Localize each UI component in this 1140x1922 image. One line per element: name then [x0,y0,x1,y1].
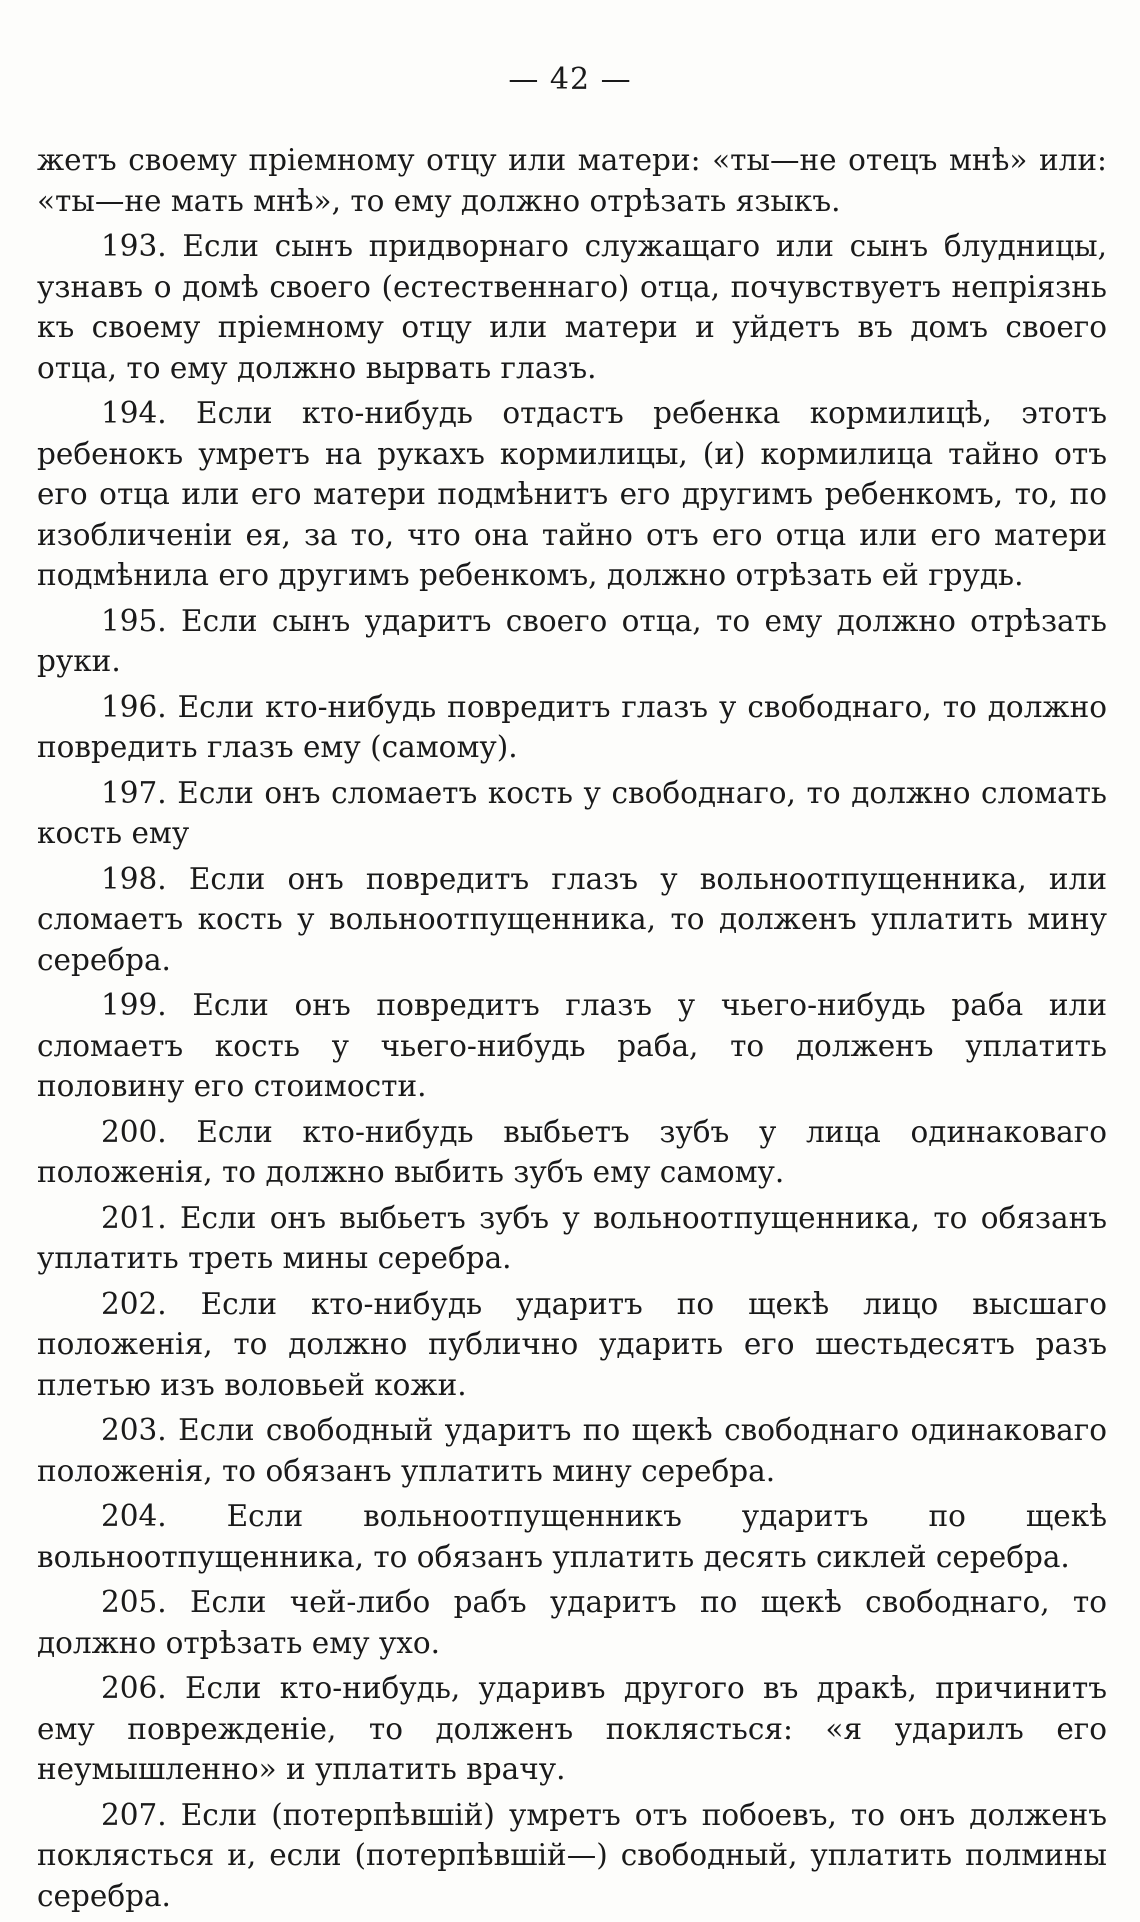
article-195: 195. Если сынъ ударитъ своего отца, то ему должно отрѣзать руки. [37,603,1107,678]
article-205: 205. Если чей-либо рабъ ударитъ по щекѣ свободнаго, то должно отрѣзать ему ухо. [37,1585,1107,1660]
article-204: 204. Если вольноотпущенникъ ударитъ по щекѣ вольноотпущенника, то обязанъ уплатить десять сиклей серебра. [37,1499,1107,1574]
article-196: 196. Если кто-нибудь повредитъ глазъ у свободнаго, то должно повредить глазъ ему (самому). [37,689,1107,764]
article-194: 194. Если кто-нибудь отдастъ ребенка кормилицѣ, этотъ ребенокъ умретъ на рукахъ кормилицы, (и) кормилица тайно отъ его отца или его матери подмѣнитъ его другимъ ребенкомъ, то, по изобличеніи ея, за то, что она тайно отъ его отца или его матери подмѣнила его другимъ ребенкомъ, должно отрѣзать ей грудь. [37,396,1107,592]
article-202: 202. Если кто-нибудь ударитъ по щекѣ лицо высшаго положенія, то должно публично ударить его шестьдесятъ разъ плетью изъ воловьей кожи. [37,1286,1107,1402]
article-197: 197. Если онъ сломаетъ кость у свободнаго, то должно сломать кость ему [37,775,1107,850]
article-199: 199. Если онъ повредитъ глазъ у чьего-нибудь раба или сломаетъ кость у чьего-нибудь раба, то долженъ уплатить половину его стоимости. [37,988,1107,1103]
article-203: 203. Если свободный ударитъ по щекѣ свободнаго одинаковаго положенія, то обязанъ уплатить мину серебра. [37,1413,1107,1488]
article-201: 201. Если онъ выбьетъ зубъ у вольноотпущенника, то обязанъ уплатить треть мины серебра. [37,1200,1107,1275]
article-206: 206. Если кто-нибудь, ударивъ другого въ дракѣ, причинитъ ему поврежденіе, то долженъ поклясться: «я ударилъ его неумышленно» и уплатить врачу. [37,1671,1107,1786]
article-198: 198. Если онъ повредитъ глазъ у вольноотпущенника, или сломаетъ кость у вольноотпущенника, то долженъ уплатить мину серебра. [37,861,1107,977]
article-193: 193. Если сынъ придворнаго служащаго или сынъ блудницы, узнавъ о домѣ своего (естественнаго) отца, почувствуетъ непріязнь къ своему пріемному отцу или матери и уйдетъ въ домъ своего отца, то ему должно вырвать глазъ. [37,229,1107,385]
article-200: 200. Если кто-нибудь выбьетъ зубъ у лица одинаковаго положенія, то должно выбить зубъ ему самому. [37,1114,1107,1189]
article-207: 207. Если (потерпѣвшій) умретъ отъ побоевъ, то онъ долженъ поклясться и, если (потерпѣвшій—) свободный, уплатить полмины серебра. [37,1797,1107,1913]
page-number: — 42 — [508,62,632,97]
body-text [37,140,1107,1921]
paragraph-continuation: жетъ своему пріемному отцу или матери: «ты—не отецъ мнѣ» или: «ты—не мать мнѣ», то ему должно отрѣзать языкъ. [37,143,1107,218]
